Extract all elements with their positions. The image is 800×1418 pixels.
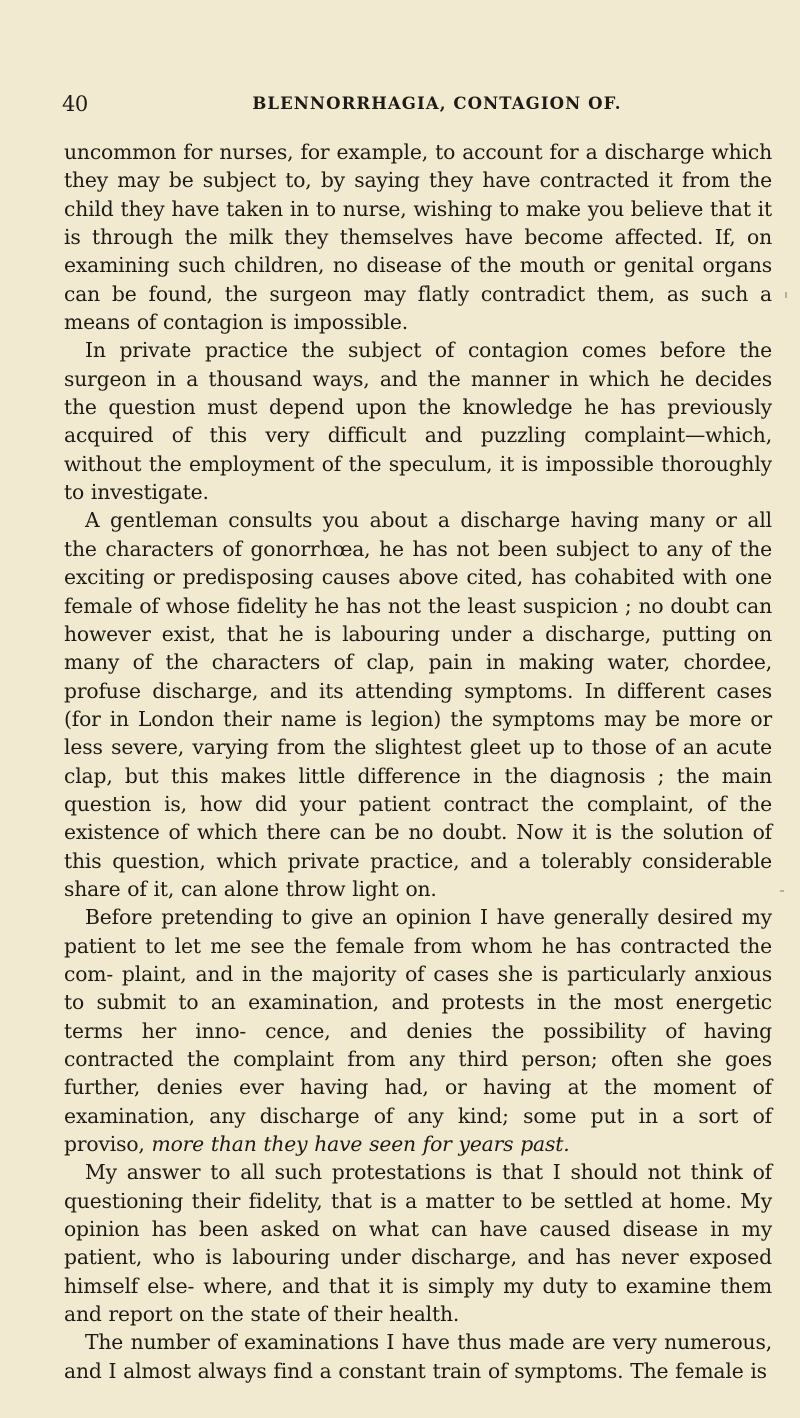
paragraph-5: My answer to all such protestations is that I should not think of questioning their fidelity, that is a matter to be settled at home. My opinion has been asked on what can have caused disease in my patient, who is labouring under discharge, and has never exposed himself else- where, and that it is simply my duty to examine them and report on the state of their health. bbox=[64, 1160, 772, 1327]
paper-speck bbox=[785, 292, 787, 298]
paper-speck bbox=[780, 890, 784, 892]
paragraph-2: In private practice the subject of contagion comes before the surgeon in a thousand ways, and the manner in which he decides the question must depend upon the knowledge he has previously acquired of this very difficult and puzzling complaint—which, without the employment of the speculum, it is impossible thoroughly to investigate. bbox=[64, 338, 772, 505]
paragraph-6: The number of examinations I have thus made are very numerous, and I almost always find a constant train of symptoms. The female is bbox=[64, 1330, 772, 1383]
paragraph-4 bbox=[64, 903, 772, 1158]
page-number: 40 bbox=[62, 92, 88, 116]
paragraph-4-text: Before pretending to give an opinion I have generally desired my patient to let me see the female from whom he has contracted the com- plaint, and in the majority of cases she is particularly anxious to submit to an examination, and protests in the most energetic terms her inno- cence, and denies the possibility of having contracted the complaint from any third person; often she goes further, denies ever having had, or having at the moment of examination, any discharge of any kind; some put in a sort of proviso, bbox=[64, 905, 772, 1157]
running-head: BLENNORRHAGIA, CONTAGION OF. bbox=[252, 94, 622, 113]
page-header bbox=[62, 92, 772, 122]
paragraph-4-italic: more than they have seen for years past. bbox=[151, 1132, 570, 1157]
paragraph-1: uncommon for nurses, for example, to account for a discharge which they may be subject to, by saying they have contracted it from the child they have taken in to nurse, wishing to make you believe that it is through the milk they themselves have become affected. If, on examining such children, no disease of the mouth or genital organs can be found, the surgeon may flatly contradict them, as such a means of contagion is impossible. bbox=[64, 140, 772, 335]
paragraph-3: A gentleman consults you about a discharge having many or all the characters of gonorrhœa, he has not been subject to any of the exciting or predisposing causes above cited, has cohabited with one female of whose fidelity he has not the least suspicion ; no doubt can however exist, that he is labouring under a discharge, putting on many of the characters of clap, pain in making water, chordee, profuse discharge, and its attending symptoms. In different cases (for in London their name is legion) the symptoms may be more or less severe, varying from the slightest gleet up to those of an acute clap, but this makes little difference in the diagnosis ; the main question is, how did your patient contract the complaint, of the existence of which there can be no doubt. Now it is the solution of this question, which private practice, and a tolerably considerable share of it, can alone throw light on. bbox=[64, 508, 772, 901]
body-text bbox=[64, 138, 772, 1385]
